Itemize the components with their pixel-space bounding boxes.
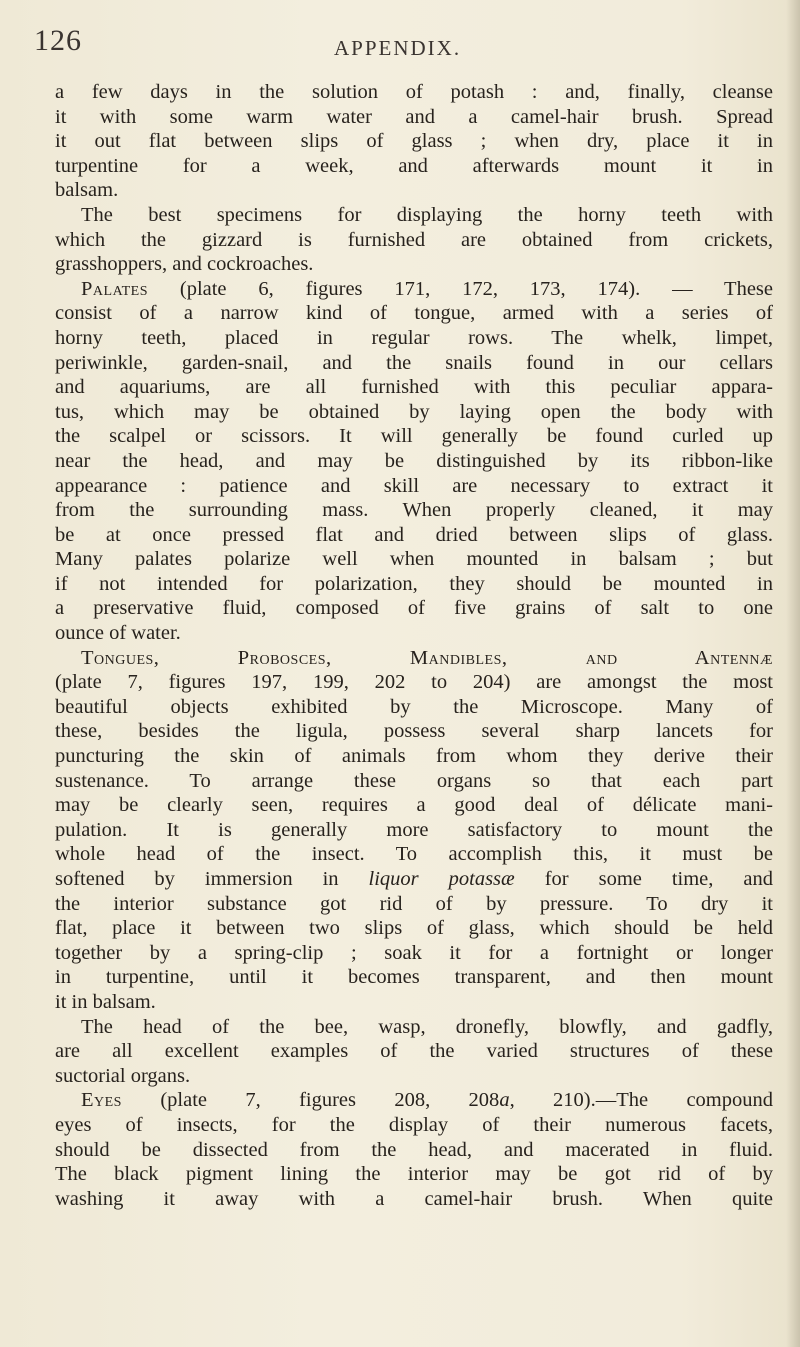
text-fragment: (plate 6, figures 171, 172, 173, 174). — These (148, 277, 773, 300)
page-edge-shadow (786, 0, 800, 1347)
text-line: from the surrounding mass. When properly cleaned, it may (55, 499, 773, 522)
text-line: puncturing the skin of animals from whom they derive their (55, 745, 773, 768)
text-line: ounce of water. (55, 622, 181, 645)
text-line: in turpentine, until it becomes transparent, and then mount (55, 966, 773, 989)
text-fragment: for some time, and (514, 868, 773, 890)
text-fragment: softened by immersion in (55, 868, 369, 890)
text-line: should be dissected from the head, and macerated in fluid. (55, 1138, 773, 1161)
text-line: suctorial organs. (55, 1064, 191, 1087)
text-line (55, 646, 773, 671)
paragraph (55, 1015, 773, 1089)
text-fragment: , 210).—The compound (509, 1089, 773, 1112)
text-line: whole head of the insect. To accomplish this, it must be (55, 843, 773, 866)
paragraph-eyes (55, 1088, 773, 1211)
text-line: eyes of insects, for the display of their numerous facets, (55, 1113, 773, 1136)
text-line: a few days in the solution of potash : and, finally, cleanse (55, 81, 773, 103)
text-line: may be clearly seen, requires a good deal of délicate mani- (55, 794, 773, 817)
text-line: appearance : patience and skill are necessary to extract it (55, 474, 773, 497)
page-number: 126 (34, 24, 82, 57)
paragraph (55, 203, 773, 277)
text-line: washing it away with a camel-hair brush. When quite (55, 1187, 773, 1210)
page-body (55, 80, 773, 1211)
text-line: consist of a narrow kind of tongue, armed with a series of (55, 302, 773, 325)
text-line: pulation. It is generally more satisfactory to mount the (55, 818, 773, 841)
text-line: it in balsam. (55, 990, 156, 1013)
italic-letter: a (499, 1089, 510, 1112)
text-line: which the gizzard is furnished are obtained from crickets, (55, 228, 773, 251)
paragraph-tongues (55, 646, 773, 1015)
section-lead-palates: Palates (81, 277, 149, 300)
text-line: it out flat between slips of glass ; when dry, place it in (55, 130, 773, 153)
paragraph-palates (55, 277, 773, 646)
text-line: near the head, and may be distinguished by its ribbon-like (55, 449, 773, 472)
text-line: Many palates polarize well when mounted in balsam ; but (55, 548, 773, 571)
text-line: (plate 7, figures 197, 199, 202 to 204) are amongst the most (55, 671, 773, 694)
text-line: tus, which may be obtained by laying open the body with (55, 400, 773, 423)
text-line: balsam. (55, 179, 119, 202)
text-line: it with some warm water and a camel-hair brush. Spread (55, 105, 773, 128)
text-line: beautiful objects exhibited by the Microscope. Many of (55, 695, 773, 718)
page-header (0, 22, 800, 72)
text-line: are all excellent examples of the varied structures of these (55, 1040, 773, 1063)
text-line: flat, place it between two slips of glass, which should be held (55, 917, 773, 940)
text-line: The best specimens for displaying the horny teeth with (81, 203, 773, 226)
text-line: be at once pressed flat and dried between slips of glass. (55, 523, 773, 546)
text-line (55, 277, 773, 302)
section-lead-tongues: Tongues, Probosces, Mandibles, and Antennæ (81, 646, 773, 669)
text-line: and aquariums, are all furnished with this peculiar appara- (55, 376, 773, 399)
text-line: periwinkle, garden-snail, and the snails found in our cellars (55, 351, 773, 374)
text-line: if not intended for polarization, they should be mounted in (55, 572, 773, 595)
text-line: together by a spring-clip ; soak it for a fortnight or longer (55, 941, 773, 964)
text-line: The black pigment lining the interior may be got rid of by (55, 1163, 773, 1186)
paragraph (55, 80, 773, 203)
text-line: the interior substance got rid of by pressure. To dry it (55, 892, 773, 915)
running-head: APPENDIX. (334, 36, 462, 60)
text-line: the scalpel or scissors. It will generally be found curled up (55, 425, 773, 448)
text-line (55, 1088, 773, 1113)
text-fragment: (plate 7, figures 208, 208 (121, 1089, 500, 1112)
text-line: turpentine for a week, and afterwards mount it in (55, 154, 773, 177)
section-lead-eyes: Eyes (81, 1089, 122, 1112)
text-line: horny teeth, placed in regular rows. The whelk, limpet, (55, 326, 773, 349)
text-line: grasshoppers, and cockroaches. (55, 253, 314, 276)
italic-term: liquor potassæ (368, 868, 515, 890)
text-line: The head of the bee, wasp, dronefly, blowfly, and gadfly, (81, 1015, 773, 1038)
text-line (55, 867, 773, 892)
text-line: a preservative fluid, composed of five grains of salt to one (55, 597, 773, 620)
text-line: these, besides the ligula, possess several sharp lancets for (55, 720, 773, 743)
text-line: sustenance. To arrange these organs so that each part (55, 769, 773, 792)
